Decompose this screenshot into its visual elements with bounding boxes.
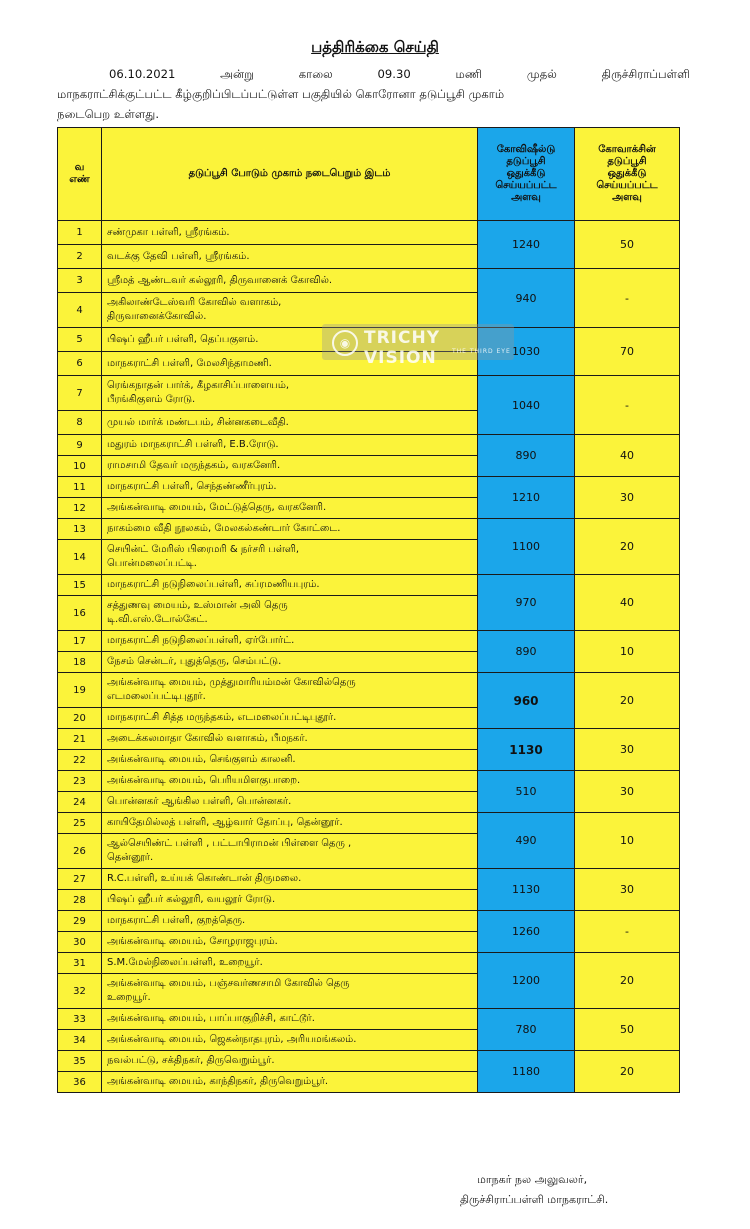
intro-word: மணி xyxy=(455,67,483,81)
serial-number-cell: 3 xyxy=(58,269,102,293)
covaxin-allocation-cell: 10 xyxy=(575,631,680,673)
serial-number-cell: 33 xyxy=(58,1009,102,1030)
camp-location-line: ஸ்ரீமத் ஆண்டவர் கல்லூரி, திருவானைக் கோவில். xyxy=(107,274,333,286)
intro-line-1 xyxy=(57,64,690,84)
covaxin-allocation-cell: 30 xyxy=(575,771,680,813)
camp-location-line: காயிதேமில்லத் பள்ளி, ஆழ்வார் தோப்பு, தென்னூர். xyxy=(107,817,343,828)
camp-location-cell xyxy=(102,729,478,750)
table-row xyxy=(58,221,680,245)
watermark-text: TRICHY VISION xyxy=(364,328,441,368)
covaxin-allocation-cell: 30 xyxy=(575,729,680,771)
camp-location-line: செயின்ட் மேரிஸ் பிரைமரி & நர்சரி பள்ளி, xyxy=(107,544,300,555)
covaxin-allocation-cell: 30 xyxy=(575,477,680,519)
camp-location-line: மாநகராட்சி சித்த மருந்தகம், எடமலைப்பட்டிபுதூர். xyxy=(107,712,337,723)
header-covishield xyxy=(478,128,575,221)
covishield-allocation-cell: 970 xyxy=(478,575,575,631)
signature-designation: மாநகர் நல அலுவலர், xyxy=(477,1173,588,1186)
serial-number-cell: 36 xyxy=(58,1072,102,1093)
covaxin-allocation-cell: - xyxy=(575,376,680,435)
camp-location-cell xyxy=(102,540,478,575)
table-row xyxy=(58,376,680,411)
camp-location-cell xyxy=(102,575,478,596)
serial-number-cell: 21 xyxy=(58,729,102,750)
header-covaxin-line: கோவாக்சின் xyxy=(598,144,656,155)
covaxin-allocation-cell: 50 xyxy=(575,1009,680,1051)
camp-location-cell xyxy=(102,932,478,953)
covishield-allocation-cell: 510 xyxy=(478,771,575,813)
camp-location-line: மதுரம் மாநகராட்சி பள்ளி, E.B.ரோடு. xyxy=(107,439,279,450)
camp-location-line: அங்கன்வாடி மையம், மேட்டுத்தெரு, வரகனேரி. xyxy=(107,502,327,513)
eye-logo-icon: ◉ xyxy=(332,330,358,356)
camp-location-line: பொன்மலைப்பட்டி. xyxy=(107,558,197,569)
camp-location-cell xyxy=(102,953,478,974)
table-row xyxy=(58,771,680,792)
covishield-allocation-cell: 1210 xyxy=(478,477,575,519)
camp-location-cell xyxy=(102,911,478,932)
intro-line-2: மாநகராட்சிக்குட்பட்ட கீழ்குறிப்பிடப்பட்டுள்ள பகுதியில் கொரோனா தடுப்பூசி முகாம் xyxy=(57,87,505,101)
covishield-allocation-cell: 1260 xyxy=(478,911,575,953)
header-serial-line: எண் xyxy=(69,174,90,185)
camp-location-line: சண்முகா பள்ளி, ஸ்ரீரங்கம். xyxy=(107,226,230,238)
vaccination-camp-table xyxy=(57,127,680,1093)
serial-number-cell: 1 xyxy=(58,221,102,245)
camp-location-line: பீரங்கிகுளம் ரோடு. xyxy=(107,394,196,405)
serial-number-cell: 23 xyxy=(58,771,102,792)
camp-location-cell xyxy=(102,477,478,498)
serial-number-cell: 7 xyxy=(58,376,102,411)
table-row xyxy=(58,575,680,596)
table-row xyxy=(58,1051,680,1072)
table-row xyxy=(58,729,680,750)
covishield-allocation-cell: 490 xyxy=(478,813,575,869)
camp-location-line: அங்கன்வாடி மையம், பஞ்சவர்ணசாமி கோவில் தெரு xyxy=(107,978,350,989)
camp-location-line: R.C.பள்ளி, உய்யக் கொண்டான் திருமலை. xyxy=(107,873,302,884)
camp-location-line: பிஷப் ஹீபர் கல்லூரி, வயலூர் ரோடு. xyxy=(107,894,276,905)
covishield-allocation-cell: 960 xyxy=(478,673,575,729)
intro-word: காலை xyxy=(298,67,333,81)
intro-time: 09.30 xyxy=(377,67,411,81)
serial-number-cell: 8 xyxy=(58,411,102,435)
serial-number-cell: 18 xyxy=(58,652,102,673)
camp-location-line: தென்னூர். xyxy=(107,852,154,863)
camp-location-cell xyxy=(102,519,478,540)
covaxin-allocation-cell: 50 xyxy=(575,221,680,269)
camp-location-cell xyxy=(102,245,478,269)
camp-location-cell xyxy=(102,974,478,1009)
camp-location-line: S.M.மேல்நிலைப்பள்ளி, உறையூர். xyxy=(107,957,263,968)
camp-location-line: பொன்னகர் ஆங்கில பள்ளி, பொன்னகர். xyxy=(107,796,292,807)
header-serial-number xyxy=(58,128,102,221)
serial-number-cell: 20 xyxy=(58,708,102,729)
camp-location-cell xyxy=(102,750,478,771)
serial-number-cell: 17 xyxy=(58,631,102,652)
covishield-allocation-cell: 1130 xyxy=(478,869,575,911)
camp-location-line: நவல்பட்டு, சக்திநகர், திருவெறும்பூர். xyxy=(107,1055,275,1066)
camp-location-line: அகிலாண்டேஸ்வரி கோவில் வளாகம், xyxy=(107,297,282,308)
serial-number-cell: 32 xyxy=(58,974,102,1009)
camp-location-line: ஆல்செயிண்ட் பள்ளி , பட்டாபிராமன் பிள்ளை தெரு , xyxy=(107,838,352,849)
header-covishield-line: தடுப்பூசி xyxy=(506,156,546,167)
serial-number-cell: 34 xyxy=(58,1030,102,1051)
covishield-allocation-cell: 1200 xyxy=(478,953,575,1009)
covaxin-allocation-cell: - xyxy=(575,911,680,953)
camp-location-cell xyxy=(102,834,478,869)
header-covaxin-line: ஒதுக்கீடு xyxy=(607,168,647,179)
serial-number-cell: 12 xyxy=(58,498,102,519)
table-row xyxy=(58,519,680,540)
camp-location-line: எடமலைப்பட்டிபுதூர். xyxy=(107,691,206,702)
table-header-row xyxy=(58,128,680,221)
camp-location-line: வடக்கு தேவி பள்ளி, ஸ்ரீரங்கம். xyxy=(107,250,250,262)
covishield-allocation-cell: 1130 xyxy=(478,729,575,771)
camp-location-cell xyxy=(102,269,478,293)
serial-number-cell: 14 xyxy=(58,540,102,575)
serial-number-cell: 35 xyxy=(58,1051,102,1072)
covishield-allocation-cell: 940 xyxy=(478,269,575,328)
camp-location-line: நாகம்மை வீதி நூலகம், மேலகல்கண்டார் கோட்டை. xyxy=(107,523,341,534)
table-row xyxy=(58,435,680,456)
camp-location-cell xyxy=(102,376,478,411)
camp-location-cell xyxy=(102,708,478,729)
camp-location-line: சத்துணவு மையம், உஸ்மான் அலி தெரு xyxy=(107,600,288,611)
camp-location-line: திருவானைக்கோவில். xyxy=(107,311,207,322)
covaxin-allocation-cell: 70 xyxy=(575,328,680,376)
serial-number-cell: 27 xyxy=(58,869,102,890)
covaxin-allocation-cell: 20 xyxy=(575,519,680,575)
camp-location-cell xyxy=(102,456,478,477)
covishield-allocation-cell: 1100 xyxy=(478,519,575,575)
covaxin-allocation-cell: 40 xyxy=(575,575,680,631)
serial-number-cell: 4 xyxy=(58,293,102,328)
header-covaxin-line: தடுப்பூசி xyxy=(607,156,647,167)
covaxin-allocation-cell: - xyxy=(575,269,680,328)
camp-location-line: உறையூர். xyxy=(107,992,151,1003)
camp-location-line: டி.வி.எஸ்.டோல்கேட். xyxy=(107,614,208,625)
serial-number-cell: 24 xyxy=(58,792,102,813)
camp-location-line: முயல் மார்க் மண்டபம், சின்னகடைவீதி. xyxy=(107,416,289,428)
camp-location-line: நேசம் சென்டர், புதுத்தெரு, செம்பட்டு. xyxy=(107,656,282,667)
covaxin-allocation-cell: 20 xyxy=(575,953,680,1009)
camp-location-cell xyxy=(102,1009,478,1030)
camp-location-line: அங்கன்வாடி மையம், பாப்பாகுறிச்சி, காட்டூர். xyxy=(107,1013,315,1024)
camp-location-cell xyxy=(102,771,478,792)
camp-location-cell xyxy=(102,652,478,673)
table-row xyxy=(58,911,680,932)
camp-location-line: மாநகராட்சி நடுநிலைப்பள்ளி, ஏர்போர்ட். xyxy=(107,635,295,646)
table-row xyxy=(58,477,680,498)
covishield-allocation-cell: 1030 xyxy=(478,328,575,376)
camp-location-line: பிஷப் ஹீபர் பள்ளி, தெப்பகுளம். xyxy=(107,333,259,345)
serial-number-cell: 29 xyxy=(58,911,102,932)
header-covishield-line: கோவிஷீல்டு xyxy=(496,144,556,155)
signature-block xyxy=(460,1170,608,1210)
serial-number-cell: 26 xyxy=(58,834,102,869)
camp-location-cell xyxy=(102,1051,478,1072)
header-covishield-line: ஒதுக்கீடு xyxy=(506,168,546,179)
camp-location-cell xyxy=(102,890,478,911)
header-covaxin xyxy=(575,128,680,221)
header-covishield-line: செய்யப்பட்ட xyxy=(495,180,557,191)
header-serial-line: வ xyxy=(74,162,85,173)
covishield-allocation-cell: 1240 xyxy=(478,221,575,269)
table-row xyxy=(58,813,680,834)
serial-number-cell: 31 xyxy=(58,953,102,974)
covishield-allocation-cell: 1040 xyxy=(478,376,575,435)
header-camp-location: தடுப்பூசி போடும் முகாம் நடைபெறும் இடம் xyxy=(102,128,478,221)
camp-location-cell xyxy=(102,411,478,435)
serial-number-cell: 16 xyxy=(58,596,102,631)
intro-line-3: நடைபெற உள்ளது. xyxy=(57,107,160,121)
table-row xyxy=(58,631,680,652)
camp-location-cell xyxy=(102,869,478,890)
covishield-allocation-cell: 890 xyxy=(478,435,575,477)
camp-location-cell xyxy=(102,673,478,708)
serial-number-cell: 11 xyxy=(58,477,102,498)
covaxin-allocation-cell: 30 xyxy=(575,869,680,911)
camp-location-cell xyxy=(102,1030,478,1051)
camp-location-cell xyxy=(102,792,478,813)
table-row xyxy=(58,269,680,293)
covaxin-allocation-cell: 20 xyxy=(575,1051,680,1093)
intro-word: அன்று xyxy=(220,67,254,81)
serial-number-cell: 19 xyxy=(58,673,102,708)
camp-location-line: அங்கன்வாடி மையம், செங்குளம் காலனி. xyxy=(107,754,296,765)
serial-number-cell: 2 xyxy=(58,245,102,269)
camp-location-line: அங்கன்வாடி மையம், பெரியமிளகுபாறை. xyxy=(107,775,301,786)
trichy-vision-watermark xyxy=(322,324,514,368)
camp-location-line: அங்கன்வாடி மையம், சோழராஜபுரம். xyxy=(107,936,278,947)
serial-number-cell: 10 xyxy=(58,456,102,477)
camp-location-line: அடைக்கலமாதா கோவில் வளாகம், பீமநகர். xyxy=(107,733,308,744)
table-row xyxy=(58,953,680,974)
intro-word: முதல் xyxy=(526,67,557,81)
camp-location-line: அங்கன்வாடி மையம், ஜெகன்நாதபுரம், அரியமங்கலம். xyxy=(107,1034,357,1045)
serial-number-cell: 9 xyxy=(58,435,102,456)
camp-location-cell xyxy=(102,293,478,328)
covaxin-allocation-cell: 10 xyxy=(575,813,680,869)
press-release-title: பத்திரிக்கை செய்தி xyxy=(311,38,439,56)
intro-paragraph xyxy=(57,64,690,124)
camp-location-cell xyxy=(102,498,478,519)
covishield-allocation-cell: 780 xyxy=(478,1009,575,1051)
camp-location-cell xyxy=(102,631,478,652)
camp-location-line: ரெங்கநாதன் பார்க், கீழகாசிப்பாளையம், xyxy=(107,380,290,391)
camp-location-cell xyxy=(102,435,478,456)
intro-date: 06.10.2021 xyxy=(109,67,176,81)
serial-number-cell: 13 xyxy=(58,519,102,540)
camp-location-line: அங்கன்வாடி மையம், காந்திநகர், திருவெறும்பூர். xyxy=(107,1076,329,1087)
camp-location-cell xyxy=(102,221,478,245)
table-row xyxy=(58,673,680,708)
serial-number-cell: 28 xyxy=(58,890,102,911)
table-row xyxy=(58,1009,680,1030)
header-covaxin-line: அளவு xyxy=(612,192,642,203)
camp-location-line: ராமசாமி தேவர் மருந்தகம், வரகனேரி. xyxy=(107,460,281,471)
serial-number-cell: 25 xyxy=(58,813,102,834)
camp-location-cell xyxy=(102,1072,478,1093)
serial-number-cell: 5 xyxy=(58,328,102,352)
camp-location-line: மாநகராட்சி பள்ளி, மேலசிந்தாமணி. xyxy=(107,357,272,369)
covaxin-allocation-cell: 20 xyxy=(575,673,680,729)
serial-number-cell: 30 xyxy=(58,932,102,953)
header-covaxin-line: செய்யப்பட்ட xyxy=(596,180,658,191)
watermark-tagline: THE THIRD EYE xyxy=(452,348,511,355)
covaxin-allocation-cell: 40 xyxy=(575,435,680,477)
covishield-allocation-cell: 1180 xyxy=(478,1051,575,1093)
serial-number-cell: 22 xyxy=(58,750,102,771)
signature-office: திருச்சிராப்பள்ளி மாநகராட்சி. xyxy=(460,1193,609,1206)
header-covishield-line: அளவு xyxy=(511,192,541,203)
camp-location-cell xyxy=(102,813,478,834)
camp-location-cell xyxy=(102,596,478,631)
table-row xyxy=(58,869,680,890)
camp-location-line: மாநகராட்சி பள்ளி, செந்தண்ணீர்புரம். xyxy=(107,481,277,492)
camp-location-line: மாநகராட்சி நடுநிலைப்பள்ளி, சுப்ரமணியபுரம். xyxy=(107,579,320,590)
serial-number-cell: 15 xyxy=(58,575,102,596)
covishield-allocation-cell: 890 xyxy=(478,631,575,673)
camp-location-line: அங்கன்வாடி மையம், முத்துமாரியம்மன் கோவில்தெரு xyxy=(107,677,356,688)
serial-number-cell: 6 xyxy=(58,352,102,376)
intro-city: திருச்சிராப்பள்ளி xyxy=(601,67,690,81)
camp-location-line: மாநகராட்சி பள்ளி, குறத்தெரு. xyxy=(107,915,246,926)
